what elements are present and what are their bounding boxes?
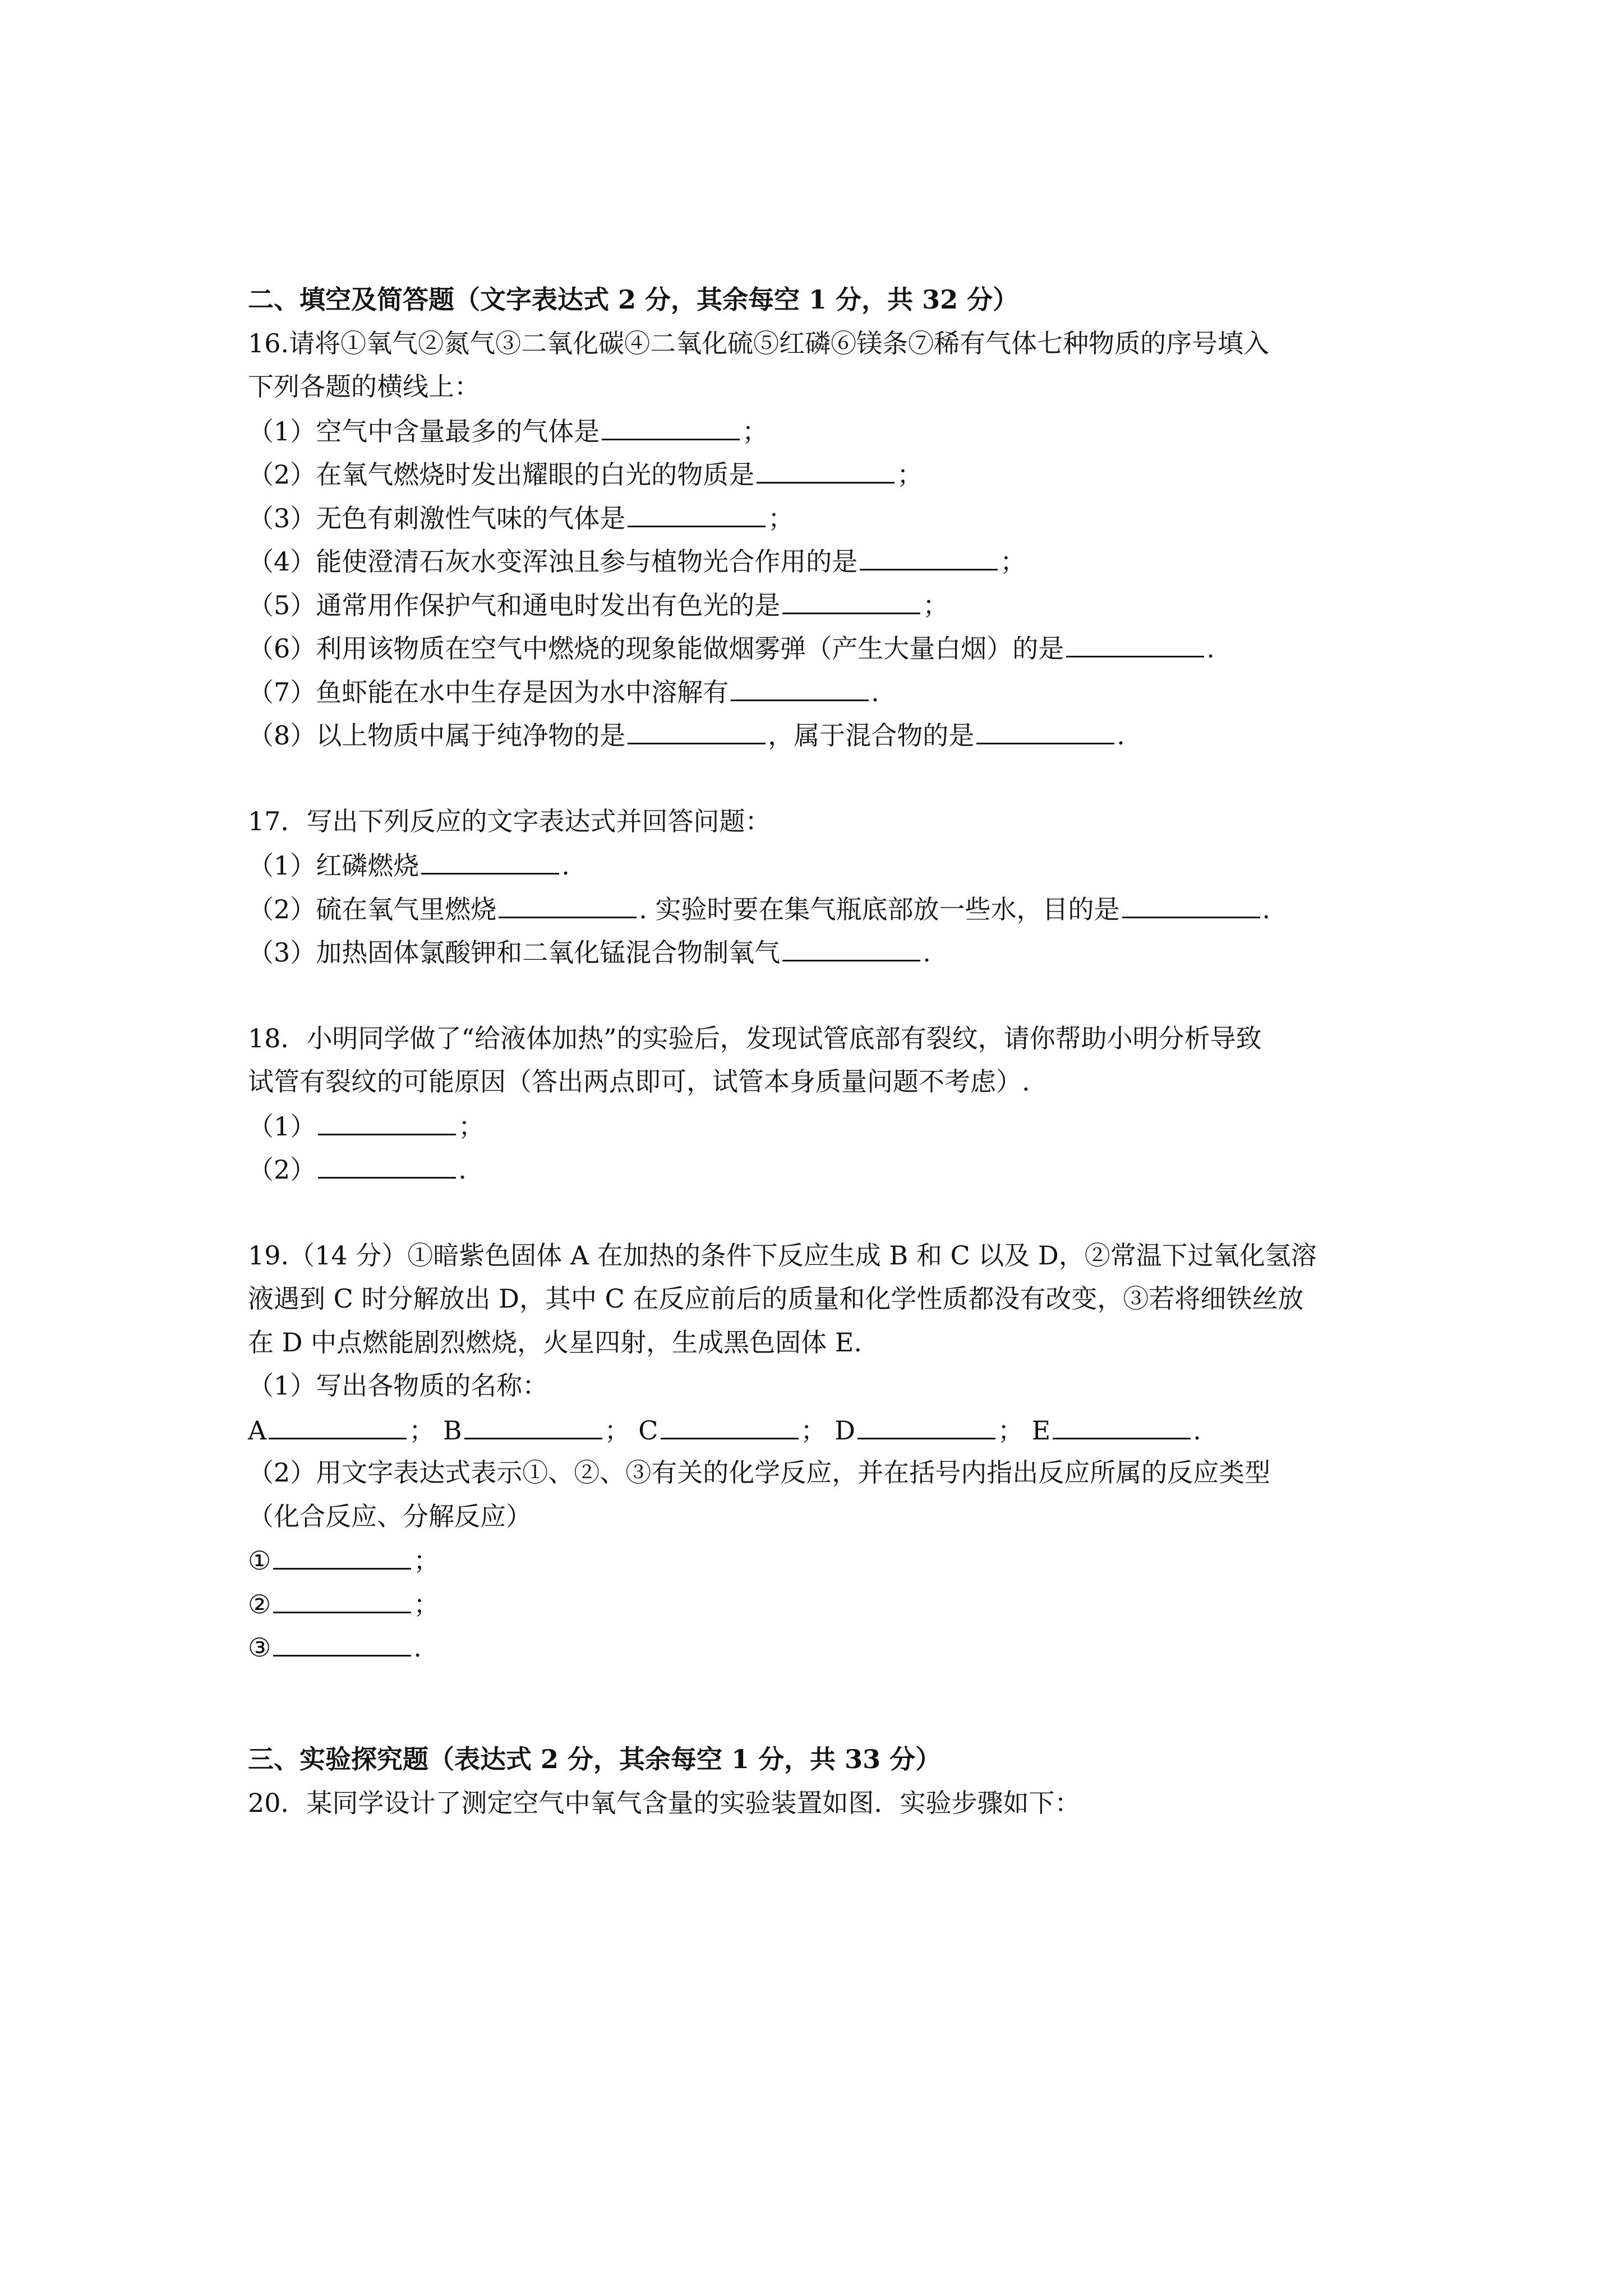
- q17-item2-part1: （2）硫在氧气里燃烧: [248, 894, 497, 924]
- q16-item8-end: .: [1117, 720, 1125, 751]
- q16-item3-end: ；: [768, 503, 794, 533]
- answer-blank[interactable]: [269, 1413, 407, 1439]
- reaction-label-3: ③: [248, 1632, 271, 1663]
- q16-item7: [248, 675, 1387, 708]
- q16-item8: [248, 718, 1387, 752]
- answer-blank[interactable]: [731, 675, 869, 701]
- q17-item3: [248, 935, 1387, 969]
- q16-item2: [248, 457, 1387, 491]
- q18-item1-end: ；: [458, 1111, 485, 1142]
- q16-item7-text: （7）鱼虾能在水中生存是因为水中溶解有: [248, 677, 729, 707]
- q19-stem-line1: 19.（14 分）①暗紫色固体 A 在加热的条件下反应生成 B 和 C 以及 D，②常温下过氧化氢溶: [248, 1240, 1317, 1271]
- answer-blank[interactable]: [499, 892, 637, 918]
- q19-reaction1: [248, 1543, 1387, 1577]
- q16-item2-end: ；: [897, 459, 923, 490]
- q16-item4: [248, 544, 1387, 578]
- q17-item1: [248, 848, 1387, 882]
- answer-blank[interactable]: [273, 1543, 411, 1570]
- q16-stem-line1: 16.请将①氧气②氮气③二氧化碳④二氧化硫⑤红磷⑥镁条⑦稀有气体七种物质的序号填入: [248, 328, 1270, 358]
- name-label-c: C: [638, 1415, 658, 1446]
- name-label-e: E: [1031, 1415, 1051, 1446]
- q16-item5-text: （5）通常用作保护气和通电时发出有色光的是: [248, 590, 781, 620]
- answer-blank[interactable]: [1053, 1413, 1191, 1439]
- q18-item2: [248, 1152, 1387, 1186]
- answer-blank[interactable]: [976, 718, 1114, 744]
- q18-item2-end: .: [458, 1154, 467, 1185]
- q17-item1-end: .: [561, 850, 570, 881]
- answer-blank[interactable]: [602, 414, 740, 440]
- q16-item1: [248, 414, 1387, 448]
- answer-blank[interactable]: [318, 1152, 456, 1179]
- q16-item8-part2: ，属于混合物的是: [768, 720, 975, 751]
- separator: ；: [800, 1415, 827, 1446]
- answer-blank[interactable]: [857, 1413, 995, 1439]
- q18-stem-line1: 18．小明同学做了“给液体加热”的实验后，发现试管底部有裂纹，请你帮助小明分析导致: [248, 1023, 1262, 1053]
- q19-part2-line1: （2）用文字表达式表示①、②、③有关的化学反应，并在括号内指出反应所属的反应类型: [248, 1457, 1271, 1488]
- q17-item3-text: （3）加热固体氯酸钾和二氧化锰混合物制氧气: [248, 937, 781, 968]
- reaction-label-1: ①: [248, 1545, 271, 1576]
- q16-item1-text: （1）空气中含量最多的气体是: [248, 416, 600, 447]
- q16-item7-end: .: [871, 677, 879, 707]
- separator: ；: [604, 1415, 630, 1446]
- q18-stem-line2: 试管有裂纹的可能原因（答出两点即可，试管本身质量问题不考虑）.: [248, 1066, 1030, 1097]
- separator: ；: [998, 1415, 1024, 1446]
- q16-item4-text: （4）能使澄清石灰水变浑浊且参与植物光合作用的是: [248, 546, 858, 577]
- answer-blank[interactable]: [782, 935, 920, 961]
- q19-reaction3: [248, 1630, 1387, 1664]
- q19-reaction2: [248, 1587, 1387, 1621]
- answer-blank[interactable]: [273, 1587, 411, 1613]
- name-label-a: A: [248, 1415, 267, 1446]
- q16-item4-end: ；: [1000, 546, 1026, 577]
- answer-blank[interactable]: [757, 457, 895, 484]
- reaction-label-2: ②: [248, 1589, 271, 1619]
- q16-item6-end: .: [1206, 633, 1215, 664]
- separator: ；: [409, 1415, 435, 1446]
- answer-blank[interactable]: [782, 588, 920, 614]
- q17-stem: 17．写出下列反应的文字表达式并回答问题：: [248, 806, 771, 836]
- q19-part1: （1）写出各物质的名称：: [248, 1370, 548, 1401]
- q16-item6-text: （6）利用该物质在空气中燃烧的现象能做烟雾弹（产生大量白烟）的是: [248, 633, 1064, 664]
- answer-blank[interactable]: [1066, 631, 1204, 657]
- q16-item3-text: （3）无色有刺激性气味的气体是: [248, 503, 626, 533]
- name-label-d: D: [834, 1415, 856, 1446]
- separator: .: [413, 1632, 422, 1663]
- answer-blank[interactable]: [661, 1413, 799, 1439]
- answer-blank[interactable]: [860, 544, 998, 570]
- q17-item1-text: （1）红磷燃烧: [248, 850, 419, 881]
- q16-item5: [248, 588, 1387, 622]
- q18-item2-text: （2）: [248, 1154, 316, 1185]
- answer-blank[interactable]: [318, 1109, 456, 1135]
- q17-item2-end: .: [1262, 894, 1271, 924]
- q19-names-row: [248, 1413, 1387, 1447]
- q17-item2: [248, 892, 1387, 926]
- q18-item1-text: （1）: [248, 1111, 316, 1142]
- section3-title: 三、实验探究题（表达式 2 分，其余每空 1 分，共 33 分）: [248, 1744, 942, 1774]
- separator: ；: [413, 1545, 440, 1576]
- q17-item3-end: .: [923, 937, 931, 968]
- q18-item1: [248, 1109, 1387, 1143]
- separator: ；: [413, 1589, 440, 1619]
- q19-stem-line3: 在 D 中点燃能剧烈燃烧，火星四射，生成黑色固体 E.: [248, 1327, 862, 1358]
- q16-item2-text: （2）在氧气燃烧时发出耀眼的白光的物质是: [248, 459, 755, 490]
- answer-blank[interactable]: [421, 848, 559, 875]
- q17-item2-part2: . 实验时要在集气瓶底部放一些水，目的是: [639, 894, 1120, 924]
- name-label-b: B: [442, 1415, 462, 1446]
- answer-blank[interactable]: [628, 718, 766, 744]
- section2-title: 二、填空及简答题（文字表达式 2 分，其余每空 1 分，共 32 分）: [248, 284, 1019, 315]
- answer-blank[interactable]: [273, 1630, 411, 1657]
- q16-item1-end: ；: [742, 416, 768, 447]
- answer-blank[interactable]: [464, 1413, 602, 1439]
- q19-stem-line2: 液遇到 C 时分解放出 D，其中 C 在反应前后的质量和化学性质都没有改变，③若将细铁丝放: [248, 1283, 1304, 1314]
- q20-stem: 20．某同学设计了测定空气中氧气含量的实验装置如图．实验步骤如下：: [248, 1788, 1081, 1818]
- separator: .: [1193, 1415, 1201, 1446]
- answer-blank[interactable]: [628, 501, 766, 527]
- q16-item5-end: ；: [923, 590, 949, 620]
- q16-item8-part1: （8）以上物质中属于纯净物的是: [248, 720, 626, 751]
- q16-item6: [248, 631, 1387, 665]
- answer-blank[interactable]: [1122, 892, 1260, 918]
- q16-item3: [248, 501, 1387, 535]
- q19-part2-line2: （化合反应、分解反应）: [248, 1501, 532, 1531]
- q16-stem-line2: 下列各题的横线上：: [248, 371, 480, 402]
